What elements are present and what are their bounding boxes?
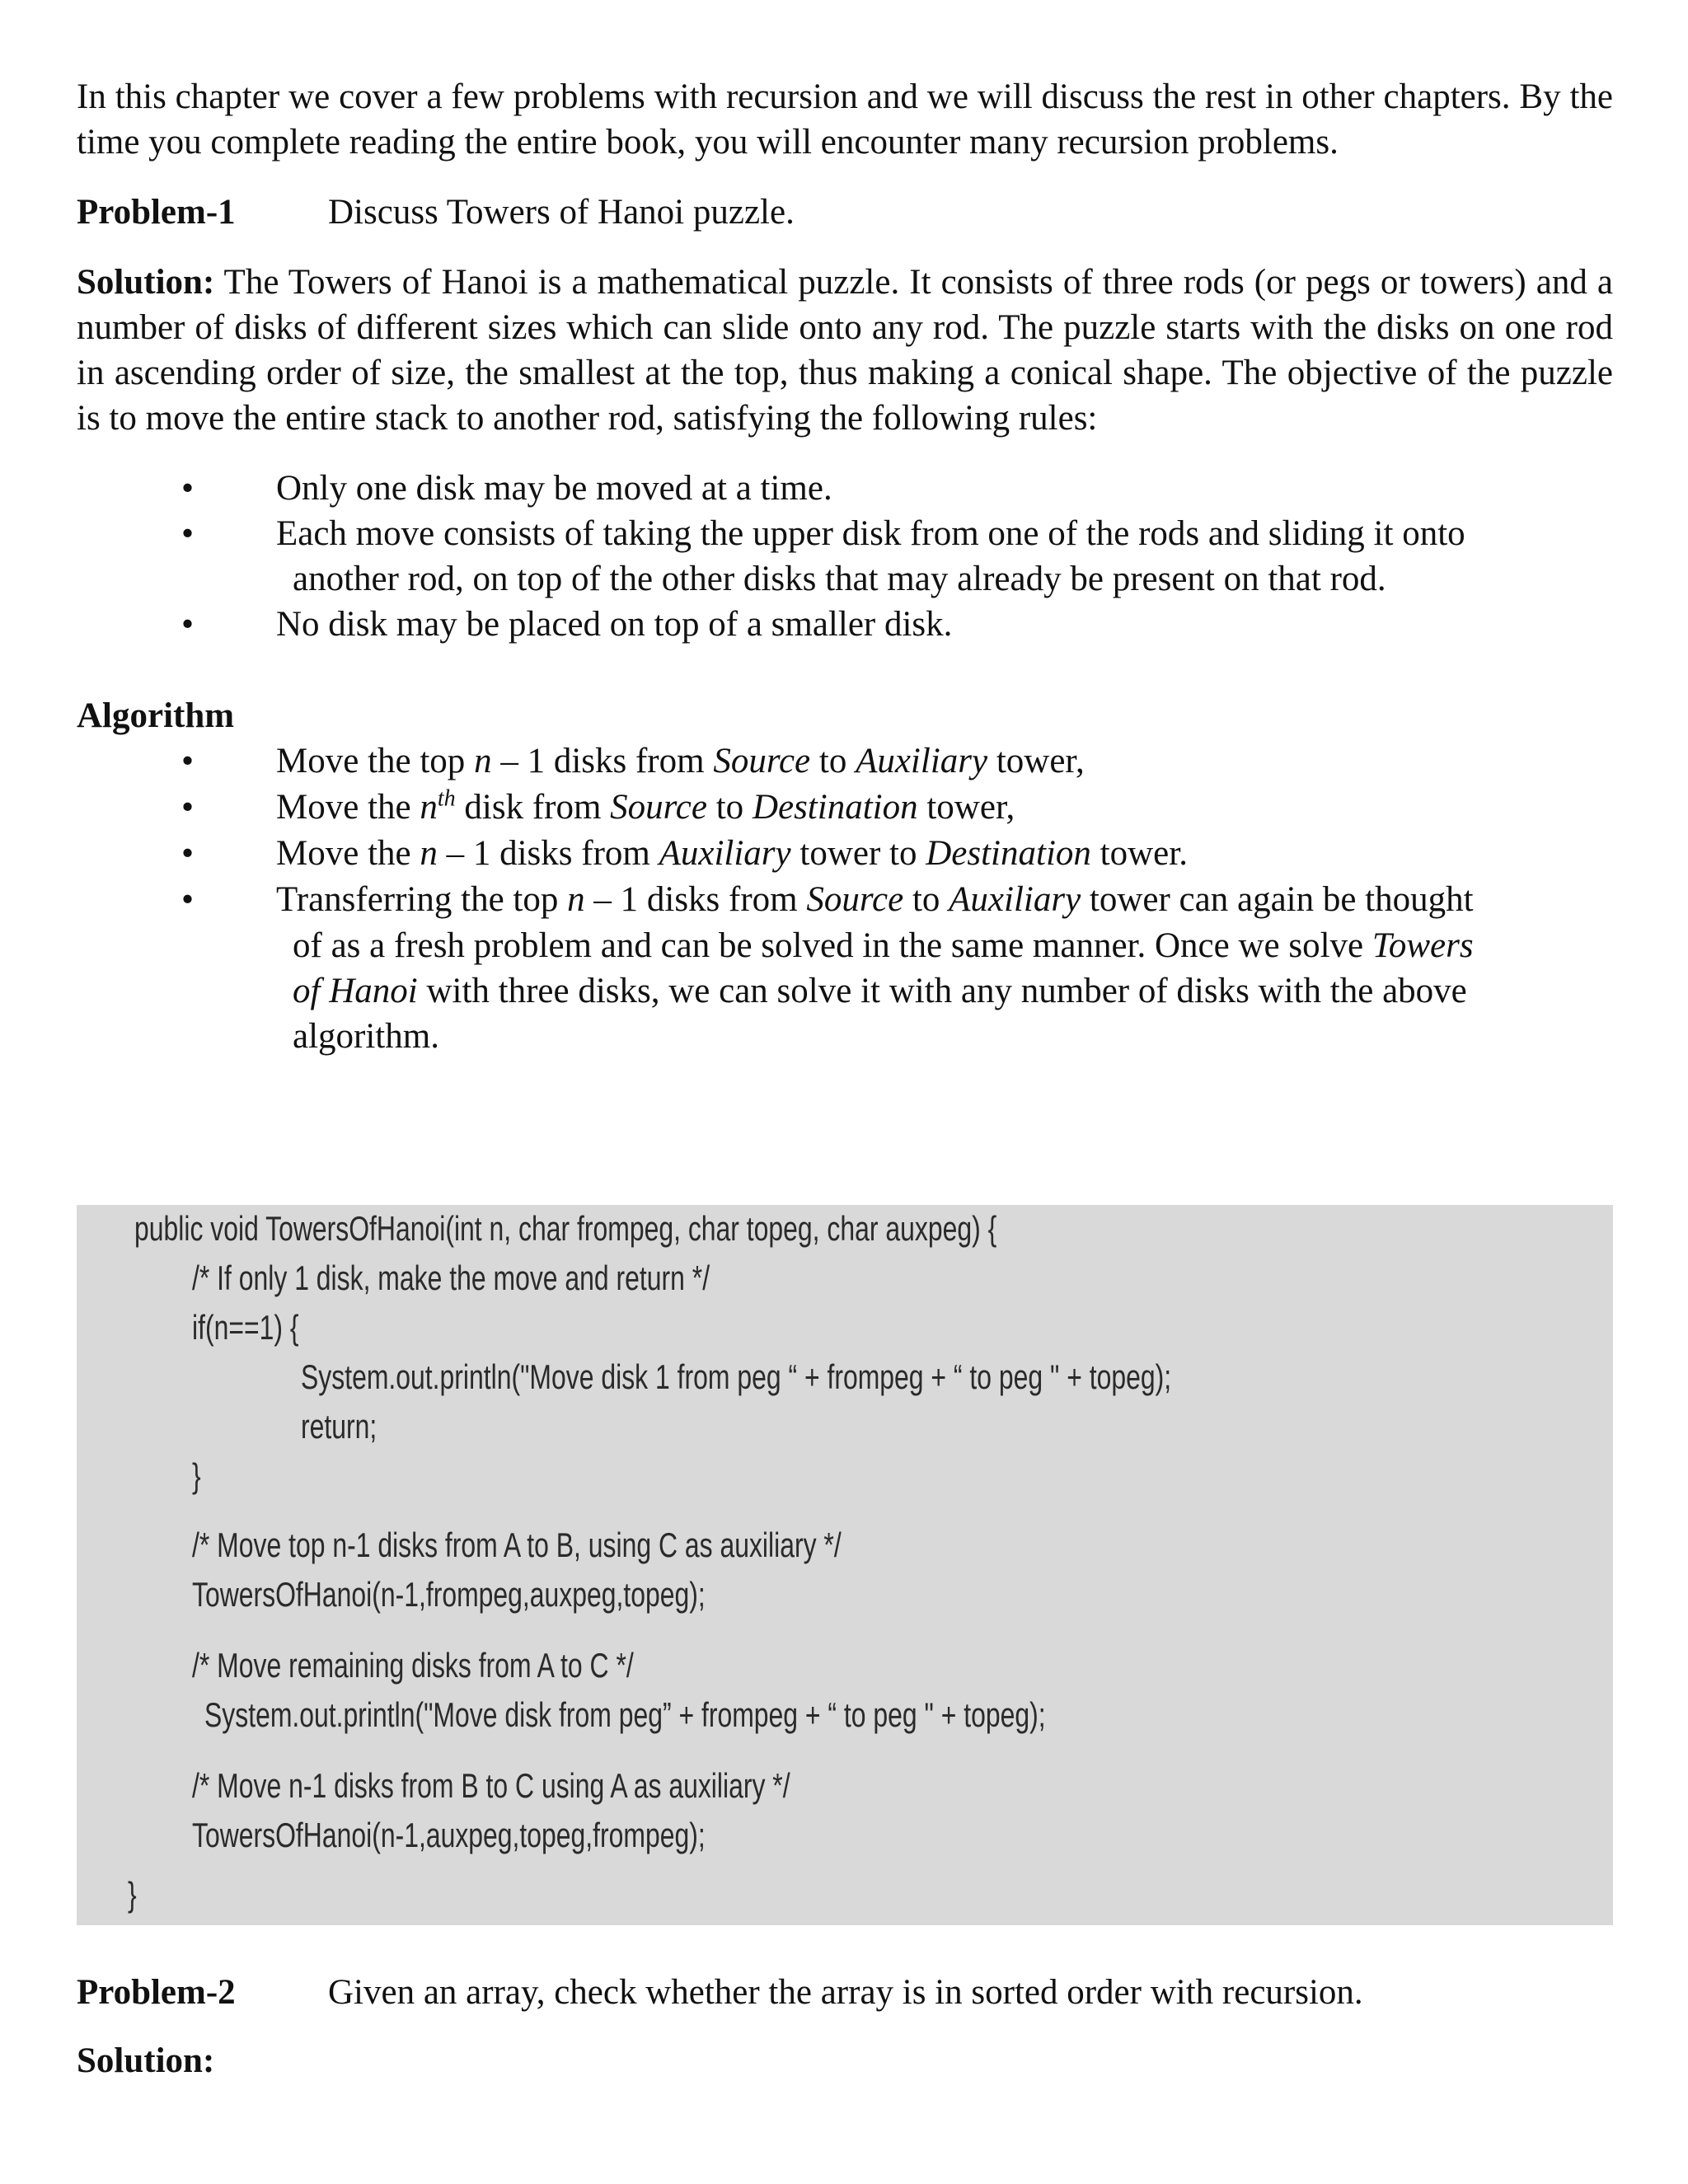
solution-1-label: Solution:	[77, 263, 215, 302]
code-line: System.out.println("Move disk from peg” + frompeg + “ to peg " + topeg);	[204, 1695, 1046, 1734]
rule-text-continued: another rod, on top of the other disks that may already be present on that rod.	[293, 560, 1386, 598]
problem-2-text: Given an array, check whether the array is in sorted order with recursion.	[328, 1973, 1363, 2012]
algorithm-heading: Algorithm	[77, 696, 235, 735]
bullet-icon: •	[181, 880, 195, 919]
bottom-section	[77, 1970, 1613, 2083]
algorithm-step-text-continued: of as a fresh problem and can be solved in the same manner. Once we solve Towers	[293, 926, 1474, 965]
algorithm-step-text: Move the $n^{th}$ disk from Source to Destination tower,	[276, 785, 1015, 827]
algorithm-step	[77, 877, 1613, 1059]
page-content	[77, 74, 1613, 1059]
code-line: if(n==1) {	[192, 1308, 299, 1347]
code-line: /* Move remaining disks from A to C */	[192, 1646, 634, 1685]
algorithm-step-text: Transferring the top n – 1 disks from Source to Auxiliary tower can again be thought	[276, 880, 1474, 919]
algorithm-list	[77, 738, 1613, 1059]
code-line: /* Move n-1 disks from B to C using A as auxiliary */	[192, 1766, 790, 1805]
rule-text: No disk may be placed on top of a smaller disk.	[276, 605, 953, 644]
problem-1-label: Problem-1	[77, 193, 236, 232]
code-block	[77, 1205, 1613, 1925]
code-line: /* Move top n-1 disks from A to B, using C as auxiliary */	[192, 1526, 842, 1564]
code-line: public void TowersOfHanoi(int n, char frompeg, char topeg, char auxpeg) {	[134, 1209, 997, 1248]
bullet-icon: •	[181, 605, 195, 644]
code-line: }	[192, 1456, 201, 1495]
code-line: return;	[301, 1407, 377, 1446]
algorithm-step	[77, 831, 1613, 877]
bullet-icon: •	[181, 742, 195, 780]
solution-2-label: Solution:	[77, 2041, 215, 2080]
rule-item	[77, 466, 1613, 511]
rules-list	[77, 466, 1613, 647]
code-line: TowersOfHanoi(n-1,auxpeg,topeg,frompeg);	[192, 1816, 706, 1854]
algorithm-step	[77, 785, 1613, 831]
code-line: System.out.println("Move disk 1 from peg “ + frompeg + “ to peg " + topeg);	[301, 1357, 1172, 1396]
algorithm-step	[77, 738, 1613, 785]
solution-1-paragraph	[77, 260, 1613, 441]
algorithm-step-text-continued: of Hanoi with three disks, we can solve it with any number of disks with the above	[293, 972, 1467, 1010]
rule-text: Only one disk may be moved at a time.	[276, 469, 832, 508]
intro-paragraph: In this chapter we cover a few problems with recursion and we will discuss the rest in other chapters. By the time you complete reading the entire book, you will encounter many recursion problems.	[77, 77, 1613, 162]
code-line: TowersOfHanoi(n-1,frompeg,auxpeg,topeg);	[192, 1575, 706, 1614]
bullet-icon: •	[181, 788, 195, 827]
algorithm-step-text-continued: algorithm.	[293, 1017, 439, 1056]
bullet-icon: •	[181, 514, 195, 553]
algorithm-step-text: Move the top n – 1 disks from Source to Auxiliary tower,	[276, 742, 1085, 780]
bullet-icon: •	[181, 834, 195, 873]
rule-item	[77, 511, 1613, 602]
algorithm-step-text: Move the n – 1 disks from Auxiliary tower to Destination tower.	[276, 834, 1188, 873]
code-line: }	[128, 1875, 137, 1914]
problem-1	[77, 190, 1613, 235]
solution-1-text: The Towers of Hanoi is a mathematical puzzle. It consists of three rods (or pegs or towers) and a number of disks of different sizes which can slide onto any rod. The puzzle starts with the disks on one rod in ascending order of size, the smallest at the top, thus making a conical shape. The objective of the puzzle is to move the entire stack to another rod, satisfying the following rules:	[77, 263, 1613, 438]
problem-1-text: Discuss Towers of Hanoi puzzle.	[328, 193, 795, 232]
rule-item	[77, 602, 1613, 647]
problem-2	[77, 1970, 1613, 2015]
problem-2-label: Problem-2	[77, 1973, 236, 2012]
code-line: /* If only 1 disk, make the move and return */	[192, 1258, 710, 1297]
bullet-icon: •	[181, 469, 195, 508]
rule-text: Each move consists of taking the upper disk from one of the rods and sliding it onto	[276, 514, 1465, 553]
